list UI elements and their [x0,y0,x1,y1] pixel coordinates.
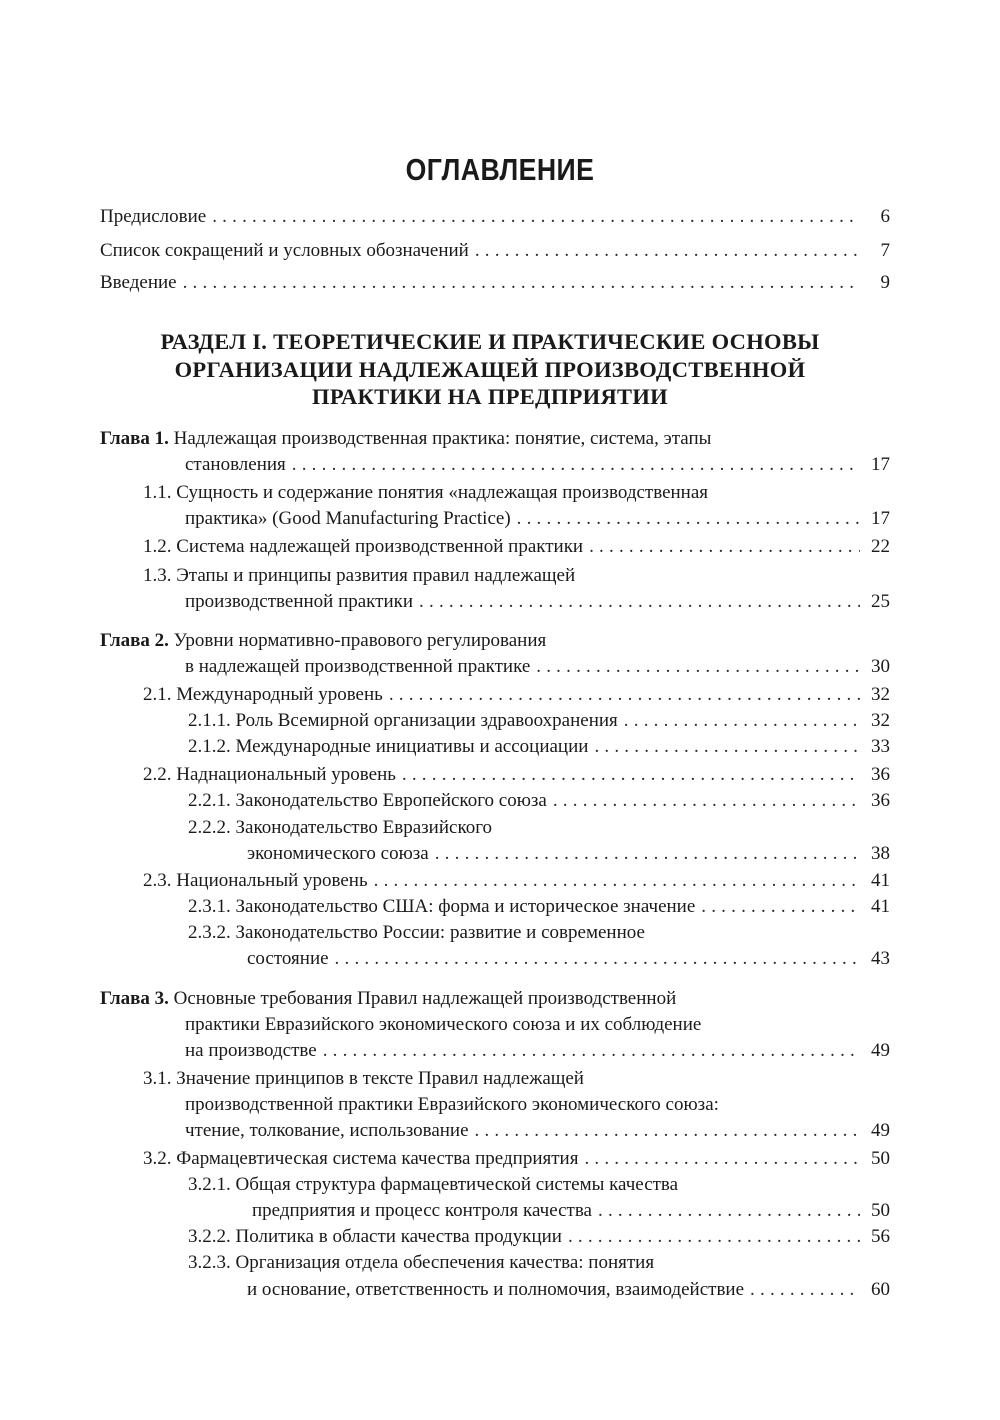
toc-chapter-3-cont[interactable] [185,1040,890,1067]
toc-chapter-1[interactable] [100,428,711,455]
toc-entry-label: Законодательство США: форма и историческое значение [235,896,696,917]
toc-page-number: 6 [880,206,890,227]
dot-leader [212,206,860,228]
toc-chapter-2[interactable] [100,630,546,657]
toc-entry-number: 3.2.1. [188,1174,231,1195]
toc-entry-2-1[interactable] [143,684,890,711]
toc-entry-number: 2.3.1. [188,896,231,917]
chapter-title: Основные требования Правил надлежащей производственной [173,988,677,1009]
toc-entry-label: предприятия и процесс контроля качества [252,1200,592,1221]
toc-entry-label: производственной практики [185,591,414,612]
toc-entry-label: и основание, ответственность и полномочия, взаимодействие [247,1279,745,1300]
section-heading-line: РАЗДЕЛ I. ТЕОРЕТИЧЕСКИЕ И ПРАКТИЧЕСКИЕ ОСНОВЫ [160,329,820,354]
toc-entry-label: Международный уровень [176,684,383,705]
toc-entry-label: Роль Всемирной организации здравоохранения [235,710,618,731]
toc-chapter-2-cont[interactable] [185,656,890,683]
dot-leader [475,1120,860,1142]
dot-leader [402,764,860,786]
toc-entry-1-3-cont[interactable] [185,591,890,618]
toc-entry-number: 3.2.3. [188,1252,231,1273]
toc-entry-label: производственной практики Евразийского экономического союза: [185,1094,719,1115]
toc-entry-label: Национальный уровень [176,870,368,891]
toc-entry-number: 1.2. [143,536,172,557]
toc-entry-label: Сущность и содержание понятия «надлежащая производственная [176,482,709,503]
dot-leader [598,1200,860,1222]
toc-entry-3-2-3-cont[interactable] [247,1279,890,1306]
dot-leader [568,1226,860,1248]
toc-chapter-3-line2[interactable] [185,1014,701,1041]
section-heading-line: ОРГАНИЗАЦИИ НАДЛЕЖАЩЕЙ ПРОИЗВОДСТВЕННОЙ [174,356,806,382]
page-title: ОГЛАВЛЕНИЕ [405,152,595,187]
toc-page-number: 50 [871,1148,890,1169]
toc-entry-2-3-2[interactable] [188,922,645,949]
toc-entry-label: Политика в области качества продукции [235,1226,562,1247]
toc-entry-label: Значение принципов в тексте Правил надлежащей [176,1068,584,1089]
toc-entry-2-3-2-cont[interactable] [247,948,890,975]
toc-entry-label: Общая структура фармацевтической системы качества [235,1174,679,1195]
toc-entry-label: Законодательство Европейского союза [235,790,547,811]
toc-entry-label: становления [185,454,286,475]
toc-page-number: 49 [871,1040,890,1061]
toc-chapter-3[interactable] [100,988,676,1015]
toc-page-number: 38 [871,843,890,864]
chapter-number: Глава 1. [100,428,169,449]
dot-leader [594,736,860,758]
chapter-title: Надлежащая производственная практика: понятие, система, этапы [173,428,712,449]
toc-entry-3-2-1-cont[interactable] [252,1200,890,1227]
toc-page-number: 49 [871,1120,890,1141]
dot-leader [435,843,860,865]
toc-entry-label: Международные инициативы и ассоциации [235,736,589,757]
toc-entry-label: Организация отдела обеспечения качества: понятия [235,1252,655,1273]
toc-page-number: 32 [871,684,890,705]
toc-chapter-1-cont[interactable] [185,454,890,481]
toc-page-number: 50 [871,1200,890,1221]
chapter-title: Уровни нормативно-правового регулирования [173,630,547,651]
toc-entry-number: 2.1. [143,684,172,705]
section-heading [90,328,890,411]
toc-entry-label: состояние [247,948,329,969]
dot-leader [536,656,860,678]
toc-entry-3-1[interactable] [143,1068,584,1095]
toc-entry-3-2-1[interactable] [188,1174,678,1201]
toc-page-number: 60 [871,1279,890,1300]
toc-entry-abbreviations[interactable] [100,240,890,267]
chapter-number: Глава 3. [100,988,169,1009]
toc-entry-3-2-2[interactable] [188,1226,890,1253]
toc-entry-introduction[interactable] [100,272,890,299]
toc-page-number: 43 [871,948,890,969]
chapter-number: Глава 2. [100,630,169,651]
dot-leader [584,1148,860,1170]
toc-entry-preface[interactable] [100,206,890,233]
toc-page-number: 17 [871,454,890,475]
dot-leader [589,536,860,558]
toc-entry-1-1-cont[interactable] [185,508,890,535]
toc-page-number: 41 [871,896,890,917]
toc-entry-2-3[interactable] [143,870,890,897]
toc-page-number: 41 [871,870,890,891]
toc-entry-2-2-2-cont[interactable] [247,843,890,870]
toc-entry-label: Законодательство России: развитие и современное [235,922,645,943]
dot-leader [292,454,860,476]
toc-entry-number: 1.3. [143,565,172,586]
toc-entry-label: Этапы и принципы развития правил надлежащей [176,565,576,586]
dot-leader [323,1040,860,1062]
dot-leader [517,508,860,530]
toc-entry-2-1-1[interactable] [188,710,890,737]
toc-entry-label: экономического союза [247,843,429,864]
toc-entry-2-2-1[interactable] [188,790,890,817]
toc-entry-label: чтение, толкование, использование [185,1120,469,1141]
toc-entry-label: в надлежащей производственной практике [185,656,531,677]
toc-entry-number: 1.1. [143,482,172,503]
toc-entry-3-1-line2[interactable] [185,1094,719,1121]
toc-entry-label: Предисловие [100,206,207,227]
toc-entry-label: Фармацевтическая система качества предприятия [176,1148,579,1169]
toc-entry-number: 2.3.2. [188,922,231,943]
toc-entry-3-2-3[interactable] [188,1252,654,1279]
toc-entry-number: 2.3. [143,870,172,891]
dot-leader [419,591,860,613]
dot-leader [701,896,860,918]
toc-entry-number: 2.1.2. [188,736,231,757]
toc-entry-number: 2.2. [143,764,172,785]
toc-entry-2-2[interactable] [143,764,890,791]
dot-leader [335,948,860,970]
toc-entry-number: 2.2.1. [188,790,231,811]
dot-leader [389,684,860,706]
toc-page-number: 32 [871,710,890,731]
toc-entry-number: 2.1.1. [188,710,231,731]
toc-page-number: 30 [871,656,890,677]
toc-page-number: 36 [871,764,890,785]
dot-leader [374,870,860,892]
toc-entry-1-2[interactable] [143,536,890,563]
toc-entry-number: 3.2.2. [188,1226,231,1247]
toc-page-number: 9 [880,272,890,293]
toc-entry-2-3-1[interactable] [188,896,890,923]
toc-entry-label: практика» (Good Manufacturing Practice) [185,508,511,529]
toc-entry-number: 3.2. [143,1148,172,1169]
toc-page-number: 7 [880,240,890,261]
dot-leader [750,1279,860,1301]
dot-leader [475,240,860,262]
toc-page-number: 33 [871,736,890,757]
toc-entry-label: Список сокращений и условных обозначений [100,240,469,261]
toc-entry-1-1[interactable] [143,482,708,509]
toc-entry-number: 2.2.2. [188,817,231,838]
toc-entry-3-1-cont[interactable] [185,1120,890,1147]
toc-page-number: 36 [871,790,890,811]
toc-page-number: 22 [871,536,890,557]
dot-leader [183,272,860,294]
dot-leader [553,790,860,812]
toc-entry-label: на производстве [185,1040,317,1061]
toc-entry-3-2[interactable] [143,1148,890,1175]
toc-entry-2-2-2[interactable] [188,817,492,844]
toc-entry-2-1-2[interactable] [188,736,890,763]
toc-page-number: 25 [871,591,890,612]
toc-entry-label: Система надлежащей производственной практики [176,536,584,557]
toc-entry-1-3[interactable] [143,565,575,592]
toc-entry-label: Законодательство Евразийского [235,817,493,838]
chapter-title: практики Евразийского экономического союза и их соблюдение [185,1014,702,1035]
toc-page-number: 56 [871,1226,890,1247]
toc-entry-label: Введение [100,272,177,293]
toc-entry-number: 3.1. [143,1068,172,1089]
toc-page-number: 17 [871,508,890,529]
toc-entry-label: Наднациональный уровень [176,764,396,785]
section-heading-line: ПРАКТИКИ НА ПРЕДПРИЯТИИ [312,384,668,409]
dot-leader [624,710,860,732]
